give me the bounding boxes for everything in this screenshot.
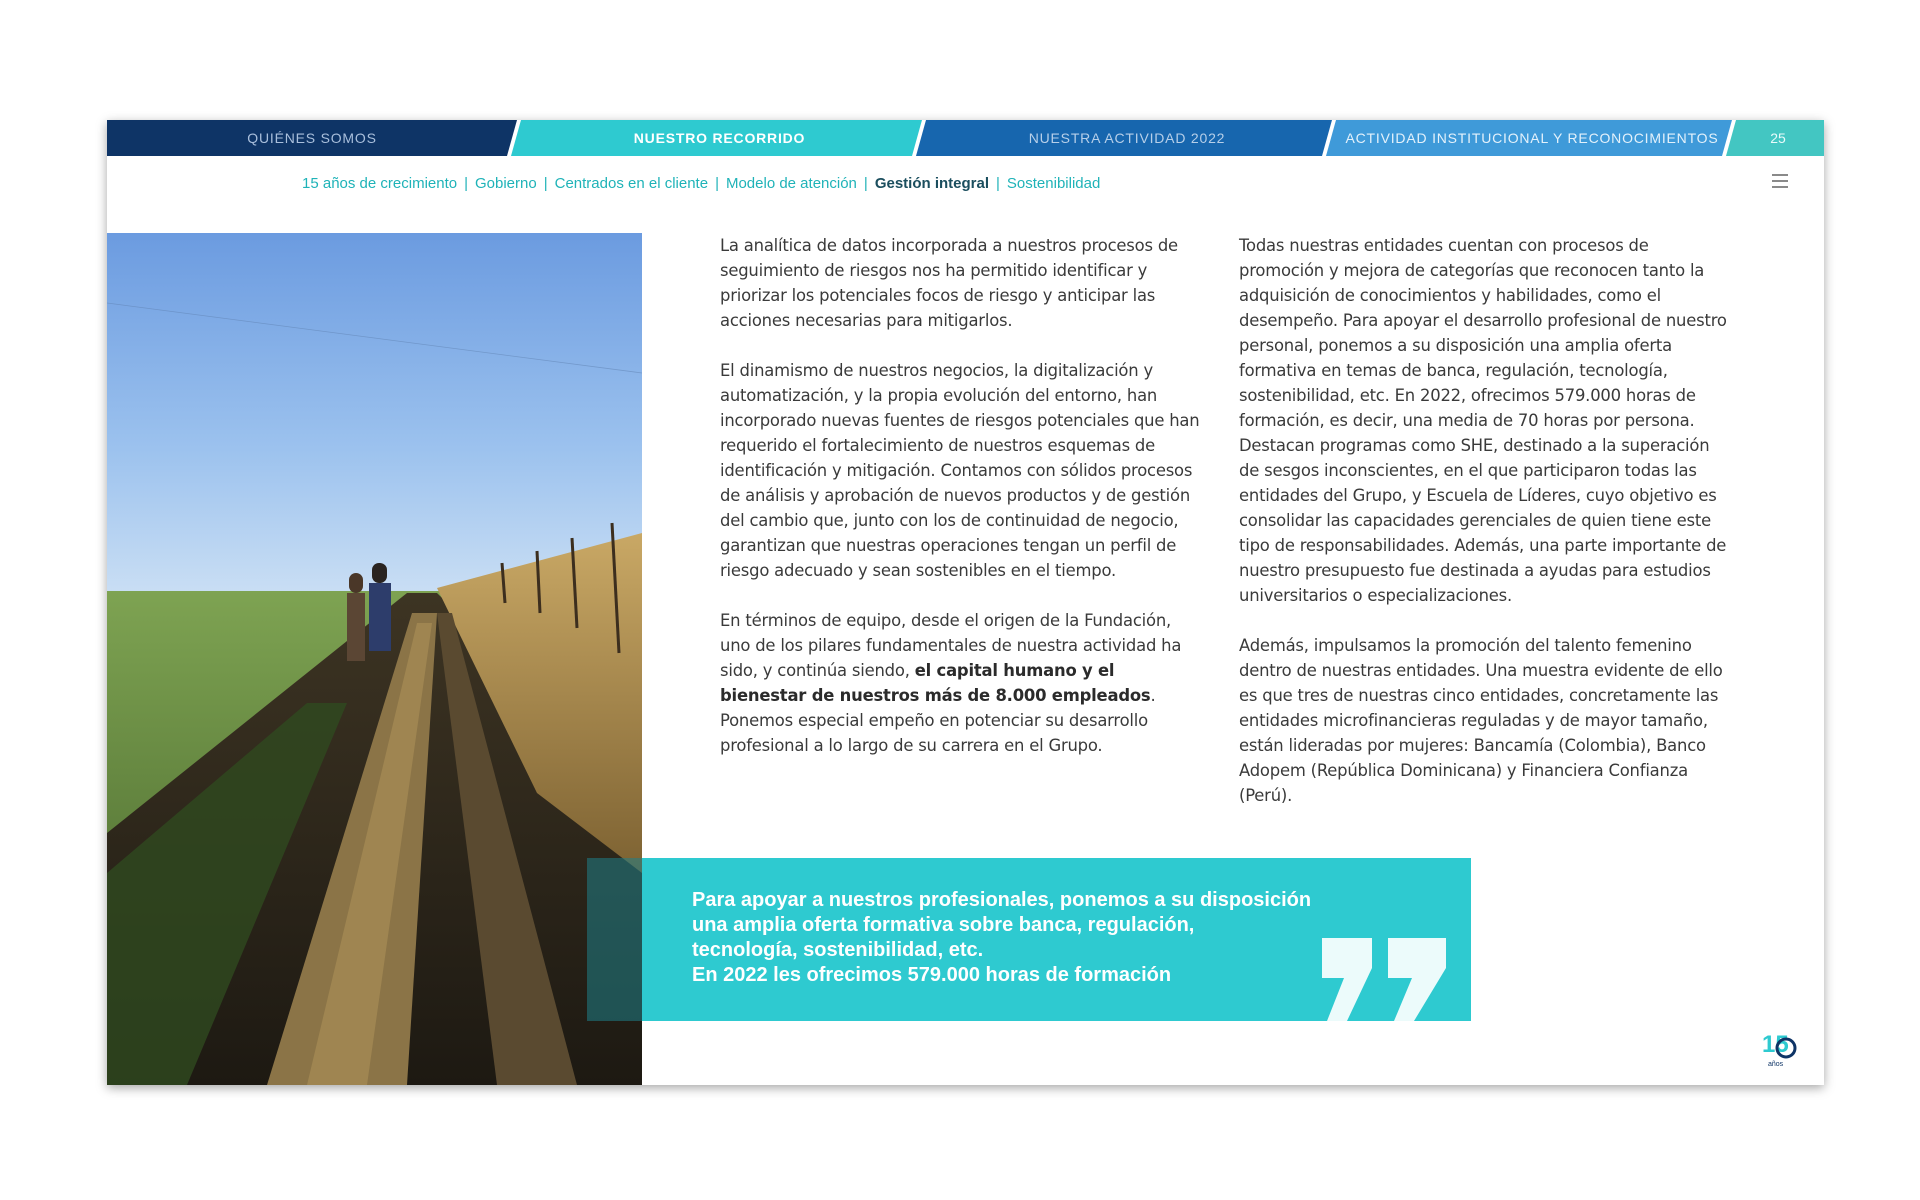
subnav-item-15-anos[interactable]: 15 años de crecimiento — [302, 175, 458, 192]
logo-caption: años — [1768, 1061, 1784, 1068]
highlighted-text: el capital humano y el bienestar de nuestros más de 8.000 empleados — [720, 661, 1151, 705]
page-number: 25 — [1770, 130, 1786, 146]
subnav-item-centrados-cliente[interactable]: Centrados en el cliente — [554, 175, 709, 192]
quote-line: En 2022 les ofrecimos 579.000 horas de formación — [692, 964, 1172, 986]
nav-tab-actividad-institucional[interactable]: ACTIVIDAD INSTITUCIONAL Y RECONOCIMIENTOS — [1345, 130, 1719, 146]
closing-quote-icon — [1322, 938, 1452, 1021]
text-column-left — [720, 233, 1205, 783]
section-nav — [107, 120, 1824, 156]
quote-text — [692, 888, 1382, 988]
anniversary-logo — [1760, 1028, 1800, 1070]
quote-line: Para apoyar a nuestros profesionales, ponemos a su disposición — [692, 889, 1312, 911]
subnav-separator: | — [863, 175, 868, 192]
paragraph: La analítica de datos incorporada a nuestros procesos de seguimiento de riesgos nos ha permitido identificar y priorizar los potenciales focos de riesgo y anticipar las acciones necesarias para mitigarlos. — [720, 236, 1178, 330]
subnav-separator: | — [543, 175, 548, 192]
quote-line: tecnología, sostenibilidad, etc. — [692, 939, 984, 961]
hamburger-menu-icon[interactable] — [1772, 174, 1788, 188]
subnav-separator: | — [715, 175, 719, 192]
quote-accent — [587, 858, 642, 1021]
quote-line: una amplia oferta formativa sobre banca, regulación, — [692, 914, 1195, 936]
subnav-item-gobierno[interactable]: Gobierno — [475, 175, 537, 192]
pull-quote — [642, 858, 1471, 1021]
nav-tab-quienes-somos[interactable]: QUIÉNES SOMOS — [247, 130, 377, 146]
landscape-photo — [107, 233, 642, 1085]
paragraph: El dinamismo de nuestros negocios, la digitalización y automatización, y la propia evolución del entorno, han incorporado nuevas fuentes de riesgos potenciales que han requerido el fortalecimiento de nuestros esquemas de identificación y mitigación. Contamos con sólidos procesos de análisis y aprobación de nuevos productos y de gestión del cambio que, junto con los de continuidad de negocio, garantizan que nuestras operaciones tengan un perfil de riesgo adecuado y sean sostenibles en el tiempo. — [720, 361, 1200, 580]
paragraph: Además, impulsamos la promoción del talento femenino dentro de nuestras entidades. Una muestra evidente de ello es que tres de nuestras cinco entidades, concretamente las entidades microfinancieras reguladas y de mayor tamaño, están lideradas por mujeres: Bancamía (Colombia), Banco Adopem (República Dominicana) y Financiera Confianza (Perú). — [1239, 636, 1723, 805]
subnav-item-sostenibilidad[interactable]: Sostenibilidad — [1006, 175, 1101, 192]
subnav-separator: | — [464, 175, 468, 192]
report-page — [107, 120, 1824, 1085]
subnav-item-modelo-atencion[interactable]: Modelo de atención — [725, 175, 857, 192]
paragraph: Todas nuestras entidades cuentan con procesos de promoción y mejora de categorías que reconocen tanto la adquisición de conocimientos y habilidades, como el desempeño. Para apoyar el desarrollo profesional de nuestro personal, ponemos a su disposición una amplia oferta formativa en temas de banca, regulación, tecnología, sostenibilidad, etc. En 2022, ofrecimos 579.000 horas de formación, es decir, una media de 70 horas por persona. Destacan programas como SHE, destinado a la superación de sesgos inconscientes, en el que participaron todas las entidades del Grupo, y Escuela de Líderes, cuyo objetivo es consolidar las capacidades gerenciales de quien tiene este tipo de responsabilidades. Además, una parte importante de nuestro presupuesto fue destinada a ayudas para estudios universitarios o especializaciones. — [1239, 236, 1727, 605]
paragraph-text: . Ponemos especial empeño en potenciar su desarrollo profesional a lo largo de su carrera en el Grupo. — [720, 686, 1156, 755]
subnav-separator: | — [996, 175, 1000, 192]
text-column-right — [1239, 233, 1734, 833]
subnav-item-gestion-integral[interactable]: Gestión integral — [874, 175, 989, 192]
nav-tab-nuestro-recorrido[interactable]: NUESTRO RECORRIDO — [633, 130, 806, 146]
paragraph — [720, 608, 1205, 758]
nav-tab-nuestra-actividad[interactable]: NUESTRA ACTIVIDAD 2022 — [1028, 130, 1226, 146]
logo-number: 15 — [1762, 1031, 1789, 1058]
subsection-nav — [302, 175, 1100, 199]
paragraph-text: En términos de equipo, desde el origen de la Fundación, uno de los pilares fundamentales de nuestra actividad ha sido, y continúa siendo, — [720, 611, 1182, 680]
